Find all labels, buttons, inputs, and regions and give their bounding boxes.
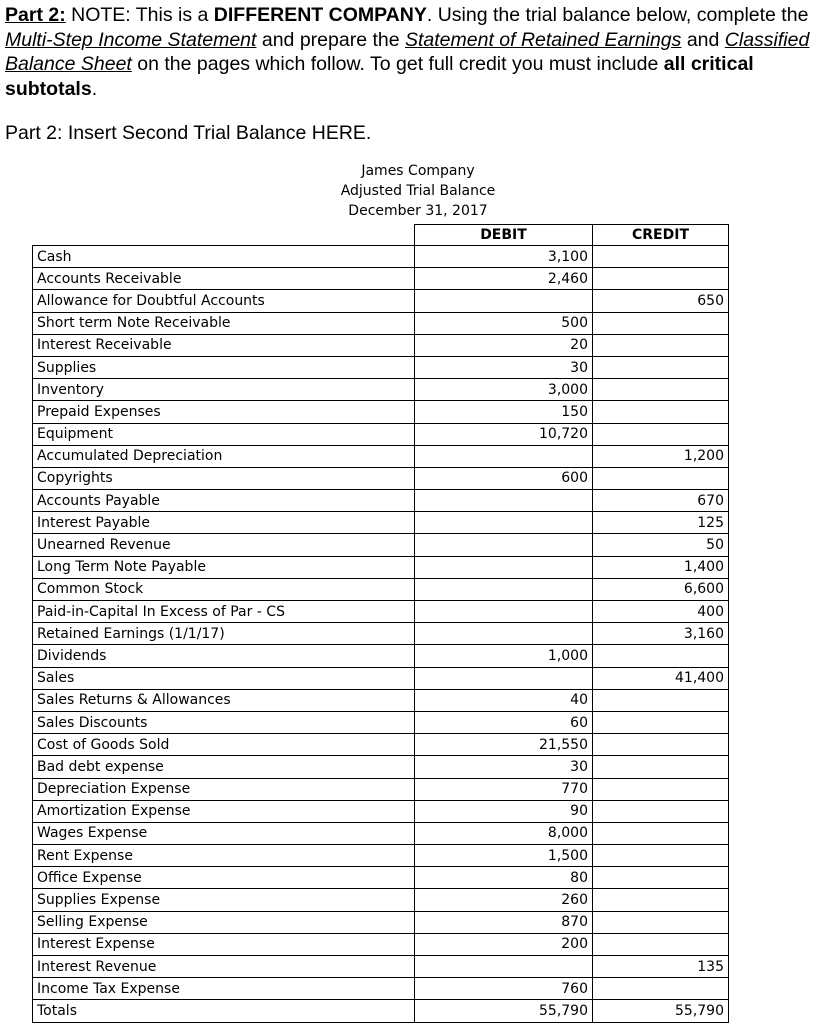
table-row [33,956,729,978]
credit-cell [593,423,729,445]
debit-cell: 10,720 [415,423,593,445]
table-row [33,645,729,667]
debit-cell: 30 [415,756,593,778]
account-cell: Dividends [33,645,415,667]
account-cell: Interest Revenue [33,956,415,978]
credit-cell: 670 [593,490,729,512]
account-cell: Bad debt expense [33,756,415,778]
credit-cell [593,734,729,756]
table-row [33,445,729,467]
credit-cell [593,933,729,955]
credit-cell [593,756,729,778]
debit-cell: 760 [415,978,593,1000]
table-row [33,756,729,778]
account-cell: Accumulated Depreciation [33,445,415,467]
credit-cell [593,379,729,401]
retained-earnings-ref: Statement of Retained Earnings [404,28,682,51]
debit-cell: 80 [415,867,593,889]
totals-row [33,1000,729,1022]
credit-cell [593,845,729,867]
account-cell: Unearned Revenue [33,534,415,556]
table-row [33,711,729,733]
debit-cell: 55,790 [415,1000,593,1022]
debit-cell: 30 [415,356,593,378]
debit-cell [415,601,593,623]
table-row [33,423,729,445]
credit-cell: 55,790 [593,1000,729,1022]
account-cell: Interest Payable [33,512,415,534]
table-row [33,601,729,623]
table-header-row [33,225,729,246]
account-header [33,225,415,246]
table-row [33,490,729,512]
debit-cell: 40 [415,689,593,711]
account-cell: Sales Discounts [33,711,415,733]
part-label: Part 2: [5,4,66,26]
debit-cell [415,556,593,578]
table-row [33,512,729,534]
table-row [33,933,729,955]
balance-sheet-ref: Classified Balance Sheet [5,28,810,75]
credit-cell: 3,160 [593,623,729,645]
credit-cell: 1,200 [593,445,729,467]
account-cell: Interest Expense [33,933,415,955]
debit-cell [415,534,593,556]
instructions-paragraph [5,3,815,101]
debit-cell: 770 [415,778,593,800]
account-cell: Paid-in-Capital In Excess of Par - CS [33,601,415,623]
table-row [33,623,729,645]
account-cell: Common Stock [33,578,415,600]
account-cell: Allowance for Doubtful Accounts [33,290,415,312]
critical-subtotals-text: all critical subtotals [5,53,754,100]
debit-cell [415,578,593,600]
trial-balance-table [32,224,729,1023]
part2-heading: Part 2: Insert Second Trial Balance HERE. [5,122,372,144]
credit-cell [593,911,729,933]
debit-cell: 260 [415,889,593,911]
debit-cell [415,490,593,512]
debit-cell: 600 [415,467,593,489]
table-row [33,778,729,800]
account-cell: Short term Note Receivable [33,312,415,334]
debit-cell [415,623,593,645]
instruction-text-4: on the pages which follow. To get full credit you must include [131,53,664,75]
instruction-text-1: . Using the trial balance below, complete the [426,4,809,26]
credit-cell: 41,400 [593,667,729,689]
table-row [33,334,729,356]
table-row [33,867,729,889]
table-row [33,312,729,334]
credit-cell [593,401,729,423]
account-cell: Retained Earnings (1/1/17) [33,623,415,645]
table-row [33,734,729,756]
credit-cell [593,356,729,378]
account-cell: Selling Expense [33,911,415,933]
credit-cell: 400 [593,601,729,623]
credit-cell: 50 [593,534,729,556]
credit-cell: 6,600 [593,578,729,600]
account-cell: Supplies [33,356,415,378]
credit-cell [593,711,729,733]
debit-cell [415,445,593,467]
table-row [33,268,729,290]
table-row [33,356,729,378]
credit-cell: 125 [593,512,729,534]
debit-cell: 150 [415,401,593,423]
table-row [33,822,729,844]
statement-date: December 31, 2017 [348,203,488,219]
debit-cell [415,956,593,978]
credit-cell [593,800,729,822]
table-row [33,978,729,1000]
debit-header: DEBIT [415,225,593,246]
debit-cell: 1,500 [415,845,593,867]
debit-cell: 2,460 [415,268,593,290]
account-cell: Wages Expense [33,822,415,844]
income-statement-ref: Multi-Step Income Statement [5,28,257,51]
credit-cell: 135 [593,956,729,978]
table-row [33,534,729,556]
instruction-text-3: and [681,28,725,51]
table-row [33,290,729,312]
account-cell: Equipment [33,423,415,445]
statement-title: Adjusted Trial Balance [340,183,496,199]
debit-cell: 500 [415,312,593,334]
debit-cell: 1,000 [415,645,593,667]
credit-cell [593,312,729,334]
different-company-text: DIFFERENT COMPANY [213,4,427,26]
credit-cell [593,268,729,290]
debit-cell: 870 [415,911,593,933]
credit-header: CREDIT [593,225,729,246]
table-row [33,467,729,489]
account-cell: Cost of Goods Sold [33,734,415,756]
account-cell: Income Tax Expense [33,978,415,1000]
table-row [33,401,729,423]
table-row [33,379,729,401]
instruction-text-2: and prepare the [256,28,405,51]
debit-cell: 90 [415,800,593,822]
table-row [33,667,729,689]
account-cell: Accounts Payable [33,490,415,512]
table-row [33,246,729,268]
credit-cell [593,822,729,844]
account-cell: Copyrights [33,467,415,489]
debit-cell: 21,550 [415,734,593,756]
table-row [33,911,729,933]
account-cell: Prepaid Expenses [33,401,415,423]
account-cell: Cash [33,246,415,268]
note-text: NOTE: This is a [65,4,214,26]
credit-cell [593,978,729,1000]
table-row [33,556,729,578]
credit-cell [593,334,729,356]
credit-cell: 650 [593,290,729,312]
account-cell: Accounts Receivable [33,268,415,290]
company-name: James Company [361,163,475,179]
table-row [33,800,729,822]
credit-cell: 1,400 [593,556,729,578]
account-cell: Long Term Note Payable [33,556,415,578]
credit-cell [593,778,729,800]
account-cell: Interest Receivable [33,334,415,356]
account-cell: Amortization Expense [33,800,415,822]
debit-cell: 20 [415,334,593,356]
credit-cell [593,889,729,911]
account-cell: Supplies Expense [33,889,415,911]
debit-cell: 200 [415,933,593,955]
credit-cell [593,645,729,667]
debit-cell [415,667,593,689]
account-cell: Office Expense [33,867,415,889]
debit-cell [415,290,593,312]
debit-cell: 8,000 [415,822,593,844]
credit-cell [593,246,729,268]
debit-cell: 3,000 [415,379,593,401]
table-row [33,889,729,911]
credit-cell [593,867,729,889]
account-cell: Inventory [33,379,415,401]
credit-cell [593,689,729,711]
account-cell: Sales [33,667,415,689]
account-cell: Rent Expense [33,845,415,867]
account-cell: Depreciation Expense [33,778,415,800]
account-cell: Sales Returns & Allowances [33,689,415,711]
table-row [33,578,729,600]
debit-cell: 60 [415,711,593,733]
account-cell: Totals [33,1000,415,1022]
table-row [33,845,729,867]
debit-cell [415,512,593,534]
period-text: . [91,77,98,100]
credit-cell [593,467,729,489]
trial-balance-body [33,246,729,1023]
debit-cell: 3,100 [415,246,593,268]
table-row [33,689,729,711]
